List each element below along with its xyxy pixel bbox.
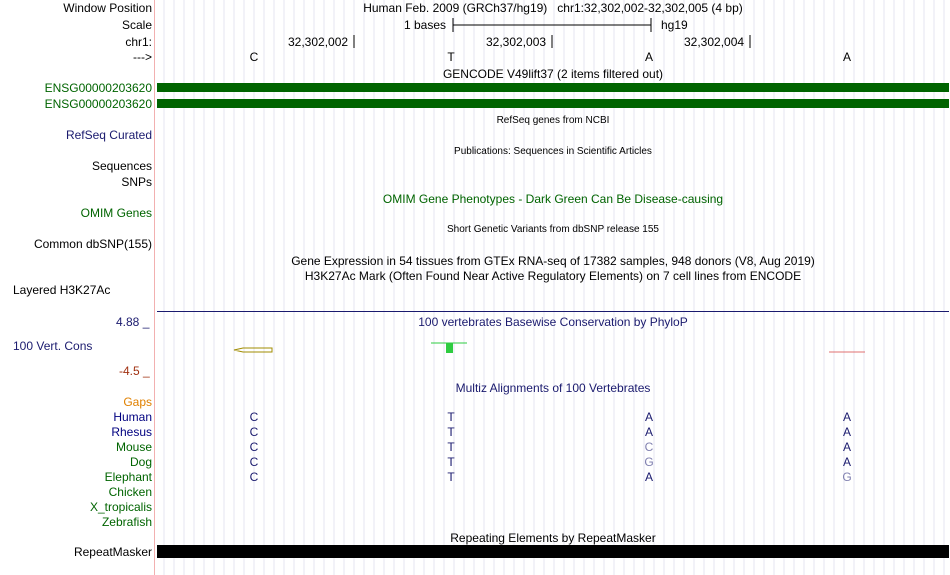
- scale-label: Scale: [121, 18, 152, 32]
- multiz-base: G: [644, 455, 654, 469]
- multiz-species-label[interactable]: Rhesus: [111, 425, 152, 439]
- multiz-base: C: [249, 440, 259, 454]
- window-position-label: Window Position: [63, 1, 152, 15]
- ruler-base: C: [249, 50, 259, 64]
- multiz-base: C: [249, 470, 259, 484]
- multiz-species-label[interactable]: Chicken: [108, 485, 152, 499]
- gencode-title: GENCODE V49lift37 (2 items filtered out): [442, 67, 664, 81]
- multiz-species-label[interactable]: X_tropicalis: [89, 500, 152, 514]
- snps-label[interactable]: SNPs: [121, 175, 152, 189]
- dbsnp-title: Short Genetic Variants from dbSNP release 155: [447, 224, 659, 235]
- refseq-title: RefSeq genes from NCBI: [496, 115, 610, 126]
- ruler-base: T: [447, 50, 455, 64]
- conservation-min-label: -4.5 _: [119, 364, 150, 378]
- multiz-species-label[interactable]: Mouse: [115, 440, 152, 454]
- repeatmasker-bar[interactable]: [157, 545, 949, 558]
- scale-text: 1 bases: [404, 18, 447, 32]
- sequences-label[interactable]: Sequences: [91, 159, 152, 173]
- window-position-text: Human Feb. 2009 (GRCh37/hg19) chr1:32,302,002-32,302,005 (4 bp): [363, 1, 743, 15]
- gencode-item-label[interactable]: ENSG00000203620: [44, 81, 152, 95]
- gencode-gene-bar[interactable]: [157, 99, 949, 108]
- chr-label: chr1:: [125, 35, 152, 49]
- conservation-label[interactable]: 100 Vert. Cons: [13, 339, 93, 353]
- repeatmasker-title: Repeating Elements by RepeatMasker: [450, 531, 656, 545]
- conservation-top-line: [157, 311, 949, 312]
- multiz-base: T: [447, 410, 455, 424]
- refseq-label[interactable]: RefSeq Curated: [65, 128, 152, 142]
- multiz-base: A: [842, 440, 851, 454]
- multiz-base: C: [249, 455, 259, 469]
- gencode-gene-bar[interactable]: [157, 83, 949, 92]
- multiz-base: A: [842, 410, 851, 424]
- multiz-species-label[interactable]: Elephant: [104, 470, 152, 484]
- ruler-base: A: [644, 50, 653, 64]
- dbsnp-label[interactable]: Common dbSNP(155): [33, 237, 152, 251]
- multiz-species-label[interactable]: Dog: [129, 455, 152, 469]
- omim-title: OMIM Gene Phenotypes - Dark Green Can Be Disease-causing: [382, 192, 724, 206]
- omim-label[interactable]: OMIM Genes: [80, 206, 152, 220]
- multiz-base: T: [447, 455, 455, 469]
- ruler-tick-marks: [350, 34, 754, 50]
- multiz-species-label[interactable]: Human: [113, 410, 152, 424]
- conservation-plot: [157, 336, 949, 360]
- multiz-species-label[interactable]: Zebrafish: [101, 515, 152, 529]
- multiz-base: G: [842, 470, 852, 484]
- multiz-base: A: [644, 425, 653, 439]
- multiz-base: C: [249, 410, 259, 424]
- repeatmasker-label[interactable]: RepeatMasker: [73, 545, 152, 559]
- ruler-tick-1: 32,302,002: [288, 35, 349, 49]
- conservation-title: 100 vertebrates Basewise Conservation by PhyloP: [418, 315, 688, 329]
- publications-title: Publications: Sequences in Scientific Articles: [454, 146, 652, 157]
- multiz-title: Multiz Alignments of 100 Vertebrates: [455, 381, 651, 395]
- multiz-base: T: [447, 470, 455, 484]
- ruler-tick-3: 32,302,004: [684, 35, 745, 49]
- scale-bar: [452, 16, 654, 34]
- multiz-base: A: [842, 455, 851, 469]
- ruler-tick-2: 32,302,003: [486, 35, 547, 49]
- multiz-base: T: [447, 440, 455, 454]
- scale-assembly: hg19: [661, 18, 688, 32]
- track-divider: [154, 0, 155, 575]
- multiz-base: C: [249, 425, 259, 439]
- multiz-base: A: [644, 470, 653, 484]
- multiz-base: A: [842, 425, 851, 439]
- h3k27ac-label[interactable]: Layered H3K27Ac: [13, 283, 111, 297]
- strand-label: --->: [133, 50, 152, 64]
- multiz-gaps-label: Gaps: [123, 395, 152, 409]
- gencode-item-label[interactable]: ENSG00000203620: [44, 97, 152, 111]
- conservation-max-label: 4.88 _: [116, 315, 150, 329]
- multiz-base: A: [644, 410, 653, 424]
- multiz-base: T: [447, 425, 455, 439]
- ruler-base: A: [842, 50, 851, 64]
- multiz-base: C: [644, 440, 654, 454]
- gtex-title: Gene Expression in 54 tissues from GTEx RNA-seq of 17382 samples, 948 donors (V8, Aug 2019): [291, 254, 815, 268]
- h3k27ac-title: H3K27Ac Mark (Often Found Near Active Regulatory Elements) on 7 cell lines from ENCODE: [304, 269, 802, 283]
